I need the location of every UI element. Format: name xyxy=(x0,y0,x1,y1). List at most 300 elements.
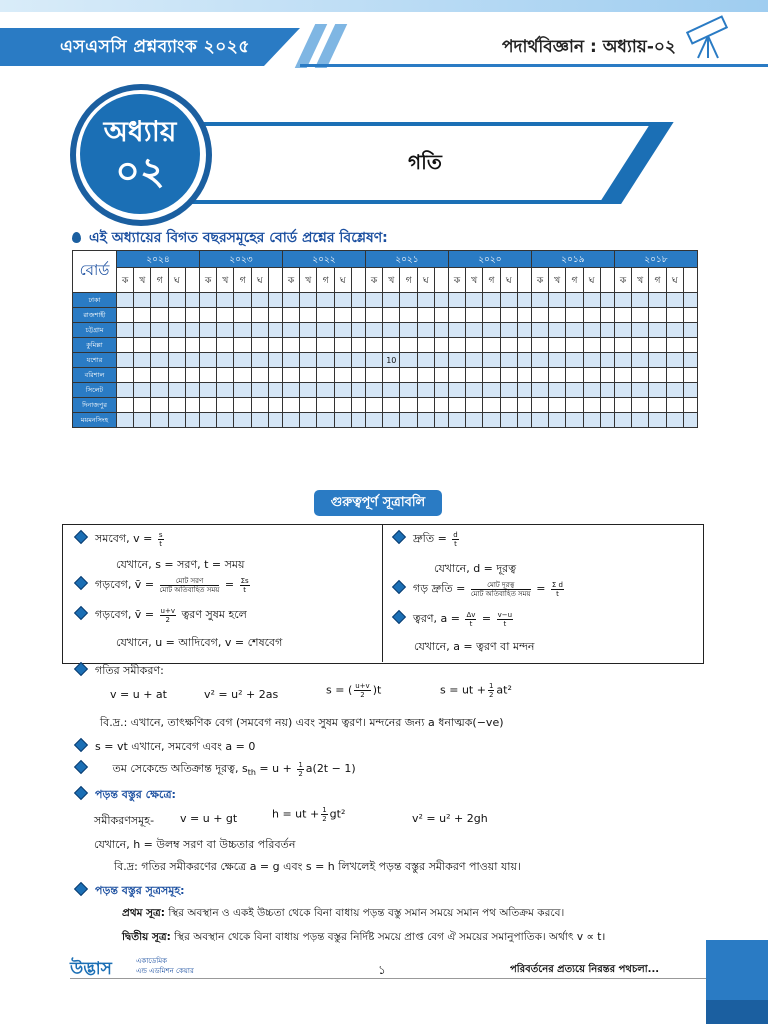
data-cell xyxy=(600,353,614,368)
data-cell xyxy=(448,368,465,383)
data-cell xyxy=(383,398,400,413)
data-cell xyxy=(351,308,365,323)
data-cell xyxy=(632,368,649,383)
data-cell xyxy=(334,413,351,428)
data-cell xyxy=(517,338,531,353)
data-cell xyxy=(517,293,531,308)
diamond-bullet-icon xyxy=(74,576,88,590)
data-cell xyxy=(483,383,500,398)
data-cell xyxy=(549,353,566,368)
data-cell xyxy=(185,338,199,353)
data-cell xyxy=(614,383,631,398)
data-cell xyxy=(234,293,251,308)
data-cell xyxy=(365,338,382,353)
formula-avg-velocity: গড়বেগ, v̄ = $\frac{\text{মোট সরণ}}{\text{মোট অতিবাহিত সময়}}$ = $\frac{\Sigma s}{t}$ xyxy=(76,576,252,595)
data-cell xyxy=(500,383,517,398)
eq-s-ut: s = ut + $\frac{1}{2}$ at² xyxy=(440,682,512,699)
formula-speed: দ্রুতি = $\frac{d}{t}$ xyxy=(394,530,461,549)
data-cell xyxy=(466,353,483,368)
data-cell xyxy=(234,308,251,323)
data-cell xyxy=(217,383,234,398)
spacer-cell xyxy=(434,268,448,293)
data-cell xyxy=(383,383,400,398)
data-cell xyxy=(351,338,365,353)
data-cell xyxy=(251,338,268,353)
data-cell xyxy=(600,398,614,413)
data-cell xyxy=(417,323,434,338)
data-cell xyxy=(466,293,483,308)
footer-tagline: পরিবর্তনের প্রত্যয়ে নিরন্তর পথচলা... xyxy=(510,964,660,975)
data-cell xyxy=(500,413,517,428)
board-corner-label: বোর্ড xyxy=(73,251,117,293)
data-cell xyxy=(400,323,417,338)
board-name: বরিশাল xyxy=(73,368,117,383)
data-cell xyxy=(251,398,268,413)
data-cell xyxy=(483,398,500,413)
data-cell xyxy=(151,368,168,383)
diamond-bullet-icon xyxy=(74,882,88,896)
acceleration-where: যেখানে, a = ত্বরণ বা মন্দন xyxy=(414,640,535,653)
data-cell xyxy=(185,293,199,308)
diamond-bullet-icon xyxy=(74,662,88,676)
data-cell xyxy=(117,383,134,398)
data-cell xyxy=(300,353,317,368)
footer-logo: উদ্ভাস xyxy=(70,959,112,979)
data-cell xyxy=(583,323,600,338)
data-cell xyxy=(199,323,216,338)
data-cell xyxy=(434,398,448,413)
data-cell xyxy=(282,323,299,338)
data-cell xyxy=(632,383,649,398)
year-header: ২০১৮ xyxy=(614,251,697,268)
table-row xyxy=(73,368,698,383)
data-cell xyxy=(549,398,566,413)
data-cell xyxy=(268,383,282,398)
falling-eq-label: সমীকরণসমূহ- xyxy=(94,814,155,827)
data-cell xyxy=(666,323,683,338)
sub-column-header: ঘ xyxy=(583,268,600,293)
data-cell xyxy=(434,293,448,308)
data-cell xyxy=(666,293,683,308)
data-cell xyxy=(300,308,317,323)
data-cell xyxy=(614,323,631,338)
data-cell xyxy=(531,383,548,398)
sub-column-header: খ xyxy=(549,268,566,293)
nth-second-distance: তম সেকেন্ডে অতিক্রান্ত দূরত্ব, $s_{th} = u$ + $\frac{1}{2}$ a(2t − 1) xyxy=(76,760,356,779)
data-cell xyxy=(400,293,417,308)
data-cell xyxy=(517,413,531,428)
data-cell xyxy=(500,293,517,308)
data-cell xyxy=(234,413,251,428)
data-cell xyxy=(185,308,199,323)
data-cell xyxy=(217,368,234,383)
year-header: ২০২২ xyxy=(282,251,365,268)
data-cell xyxy=(268,293,282,308)
data-cell xyxy=(168,338,185,353)
falling-heading: পড়ন্ত বস্তুর ক্ষেত্রে: xyxy=(76,786,176,805)
sub-column-header: খ xyxy=(466,268,483,293)
footer-corner-block-dark xyxy=(706,1000,768,1024)
equations-heading: গতির সমীকরণ: xyxy=(76,662,164,681)
data-cell xyxy=(583,353,600,368)
data-cell xyxy=(683,338,697,353)
data-cell xyxy=(282,338,299,353)
data-cell xyxy=(365,383,382,398)
data-cell xyxy=(517,398,531,413)
sub-column-header: ক xyxy=(614,268,631,293)
data-cell xyxy=(531,338,548,353)
spacer-cell xyxy=(185,268,199,293)
data-cell xyxy=(448,308,465,323)
data-cell xyxy=(448,353,465,368)
data-cell xyxy=(365,353,382,368)
data-cell xyxy=(217,293,234,308)
data-cell xyxy=(134,368,151,383)
data-cell xyxy=(500,353,517,368)
data-cell xyxy=(282,353,299,368)
data-cell xyxy=(168,383,185,398)
data-cell xyxy=(199,308,216,323)
data-cell xyxy=(365,368,382,383)
data-cell xyxy=(217,308,234,323)
diamond-bullet-icon xyxy=(74,760,88,774)
data-cell xyxy=(649,293,666,308)
chapter-number: ০২ xyxy=(115,149,165,193)
formula-acceleration: ত্বরণ, a = $\frac{\Delta v}{t}$ = $\frac{v-u}{t}$ xyxy=(394,610,515,629)
data-cell xyxy=(566,323,583,338)
data-cell xyxy=(168,353,185,368)
table-row xyxy=(73,308,698,323)
data-cell xyxy=(199,383,216,398)
equations-note: বি.দ্র.: এখানে, তাৎক্ষণিক বেগ (সমবেগ নয়) এবং সুষম ত্বরণ। মন্দনের জন্য a ধনাত্মক(−ve) xyxy=(100,716,504,729)
data-cell xyxy=(683,383,697,398)
data-cell xyxy=(282,308,299,323)
data-cell xyxy=(600,338,614,353)
data-cell xyxy=(417,338,434,353)
velocity-where: যেখানে, s = সরণ, t = সময় xyxy=(116,558,245,571)
data-cell xyxy=(234,323,251,338)
data-cell xyxy=(649,338,666,353)
data-cell xyxy=(334,338,351,353)
sub-column-header: গ xyxy=(151,268,168,293)
data-cell xyxy=(583,368,600,383)
data-cell xyxy=(566,293,583,308)
board-name: যশোর xyxy=(73,353,117,368)
data-cell xyxy=(483,353,500,368)
year-header: ২০২১ xyxy=(365,251,448,268)
data-cell xyxy=(383,308,400,323)
sub-column-header: খ xyxy=(217,268,234,293)
diamond-bullet-icon xyxy=(74,738,88,752)
data-cell xyxy=(383,323,400,338)
laws-heading: পড়ন্ত বস্তুর সূত্রসমূহ: xyxy=(76,882,185,901)
chapter-title: গতি xyxy=(408,150,442,174)
data-cell xyxy=(434,383,448,398)
diamond-bullet-icon xyxy=(74,530,88,544)
data-cell xyxy=(566,383,583,398)
falling-eq2: h = ut + $\frac{1}{2}$ gt² xyxy=(272,806,346,823)
data-cell xyxy=(168,308,185,323)
data-cell xyxy=(268,368,282,383)
data-cell xyxy=(614,368,631,383)
data-cell xyxy=(632,338,649,353)
data-cell xyxy=(614,338,631,353)
data-cell xyxy=(365,293,382,308)
data-cell xyxy=(199,293,216,308)
data-cell xyxy=(434,368,448,383)
data-cell xyxy=(583,413,600,428)
data-cell xyxy=(117,368,134,383)
data-cell xyxy=(517,383,531,398)
data-cell xyxy=(614,398,631,413)
eq-v2: v² = u² + 2as xyxy=(204,688,279,701)
data-cell xyxy=(566,368,583,383)
data-cell xyxy=(683,353,697,368)
data-cell xyxy=(417,383,434,398)
data-cell xyxy=(549,383,566,398)
data-cell xyxy=(217,413,234,428)
data-cell xyxy=(400,368,417,383)
data-cell xyxy=(268,413,282,428)
data-cell xyxy=(300,398,317,413)
data-cell xyxy=(483,413,500,428)
data-cell xyxy=(300,323,317,338)
data-cell xyxy=(448,293,465,308)
data-cell xyxy=(134,308,151,323)
data-cell xyxy=(185,383,199,398)
board-analysis-table xyxy=(72,250,698,428)
data-cell xyxy=(334,308,351,323)
data-cell xyxy=(434,413,448,428)
sub-column-header: গ xyxy=(400,268,417,293)
sub-column-header: গ xyxy=(483,268,500,293)
data-cell xyxy=(417,368,434,383)
data-cell xyxy=(383,413,400,428)
data-cell xyxy=(466,383,483,398)
page-number: ১ xyxy=(378,963,386,977)
data-cell xyxy=(168,413,185,428)
data-cell xyxy=(234,338,251,353)
data-cell xyxy=(417,413,434,428)
data-cell xyxy=(466,398,483,413)
data-cell xyxy=(168,368,185,383)
data-cell xyxy=(500,323,517,338)
data-cell xyxy=(666,338,683,353)
data-cell xyxy=(268,398,282,413)
data-cell xyxy=(531,353,548,368)
data-cell xyxy=(317,398,334,413)
data-cell xyxy=(217,353,234,368)
data-cell xyxy=(600,323,614,338)
chapter-word: অধ্যায় xyxy=(103,115,177,148)
falling-eq1: v = u + gt xyxy=(180,812,238,825)
data-cell xyxy=(466,338,483,353)
data-cell xyxy=(500,368,517,383)
data-cell xyxy=(600,413,614,428)
data-cell xyxy=(517,353,531,368)
data-cell xyxy=(134,353,151,368)
data-cell xyxy=(434,353,448,368)
data-cell xyxy=(334,353,351,368)
data-cell xyxy=(134,293,151,308)
spacer-cell xyxy=(517,268,531,293)
eq-v-u-at: v = u + at xyxy=(110,688,167,701)
diamond-bullet-icon xyxy=(392,530,406,544)
data-cell xyxy=(517,368,531,383)
data-cell xyxy=(566,413,583,428)
data-cell xyxy=(300,383,317,398)
book-title: এসএসসি প্রশ্নব্যাংক ২০২৫ xyxy=(60,37,250,57)
data-cell xyxy=(134,323,151,338)
chapter-badge xyxy=(80,94,200,214)
mark-cell: 10 xyxy=(383,353,400,368)
data-cell xyxy=(351,368,365,383)
footer-logo-subtitle: একাডেমিক এন্ড এডমিশন কেয়ার xyxy=(136,957,194,975)
data-cell xyxy=(614,293,631,308)
data-cell xyxy=(317,308,334,323)
data-cell xyxy=(351,398,365,413)
data-cell xyxy=(400,398,417,413)
data-cell xyxy=(632,413,649,428)
data-cell xyxy=(500,338,517,353)
data-cell xyxy=(251,353,268,368)
falling-note: বি.দ্র: গতির সমীকরণের ক্ষেত্রে a = g এবং s = h লিখলেই পড়ন্ত বস্তুর সমীকরণ পাওয়া যায়। xyxy=(114,860,521,873)
data-cell xyxy=(531,368,548,383)
data-cell xyxy=(199,368,216,383)
sub-column-header: ক xyxy=(199,268,216,293)
spacer-cell xyxy=(600,268,614,293)
data-cell xyxy=(334,398,351,413)
sub-column-header: ঘ xyxy=(666,268,683,293)
data-cell xyxy=(466,308,483,323)
sub-column-header: গ xyxy=(317,268,334,293)
spacer-cell xyxy=(268,268,282,293)
table-row xyxy=(73,383,698,398)
data-cell xyxy=(383,338,400,353)
data-cell xyxy=(466,413,483,428)
eq-s-avg: s = ( $\frac{u+v}{2}$ )t xyxy=(326,682,382,699)
data-cell xyxy=(282,398,299,413)
sub-column-header: ঘ xyxy=(334,268,351,293)
data-cell xyxy=(151,383,168,398)
data-cell xyxy=(268,338,282,353)
data-cell xyxy=(666,398,683,413)
data-cell xyxy=(365,323,382,338)
data-cell xyxy=(334,293,351,308)
data-cell xyxy=(317,338,334,353)
data-cell xyxy=(448,383,465,398)
data-cell xyxy=(383,368,400,383)
data-cell xyxy=(549,308,566,323)
telescope-icon xyxy=(680,14,736,62)
data-cell xyxy=(614,353,631,368)
board-name: রাজশাহী xyxy=(73,308,117,323)
data-cell xyxy=(614,413,631,428)
data-cell xyxy=(151,413,168,428)
sub-column-header: গ xyxy=(649,268,666,293)
data-cell xyxy=(666,308,683,323)
board-name: কুমিল্লা xyxy=(73,338,117,353)
data-cell xyxy=(600,383,614,398)
data-cell xyxy=(649,368,666,383)
data-cell xyxy=(500,398,517,413)
data-cell xyxy=(632,398,649,413)
data-cell xyxy=(117,323,134,338)
data-cell xyxy=(251,323,268,338)
diamond-bullet-icon xyxy=(74,786,88,800)
sub-column-header: ক xyxy=(117,268,134,293)
analysis-heading-text: এই অধ্যায়ের বিগত বছরসমূহের বোর্ড প্রশ্নের বিশ্লেষণ: xyxy=(89,230,388,246)
year-header: ২০২৩ xyxy=(199,251,282,268)
data-cell xyxy=(531,323,548,338)
data-cell xyxy=(666,368,683,383)
formula-velocity: সমবেগ, v = $\frac{s}{t}$ xyxy=(76,530,166,549)
data-cell xyxy=(583,293,600,308)
sub-column-header: গ xyxy=(234,268,251,293)
data-cell xyxy=(268,323,282,338)
data-cell xyxy=(683,308,697,323)
data-cell xyxy=(583,338,600,353)
data-cell xyxy=(168,398,185,413)
data-cell xyxy=(134,383,151,398)
fraction: $\frac{s}{t}$ xyxy=(158,530,163,548)
data-cell xyxy=(151,323,168,338)
data-cell xyxy=(334,383,351,398)
data-cell xyxy=(683,413,697,428)
data-cell xyxy=(566,353,583,368)
data-cell xyxy=(185,413,199,428)
data-cell xyxy=(251,383,268,398)
data-cell xyxy=(434,308,448,323)
data-cell xyxy=(251,293,268,308)
data-cell xyxy=(185,398,199,413)
data-cell xyxy=(649,323,666,338)
formula-heading: গুরুত্বপূর্ণ সূত্রাবলি xyxy=(314,490,442,516)
data-cell xyxy=(434,323,448,338)
data-cell xyxy=(583,398,600,413)
table-row xyxy=(73,413,698,428)
data-cell xyxy=(666,353,683,368)
diamond-bullet-icon xyxy=(392,580,406,594)
sub-column-header: ঘ xyxy=(168,268,185,293)
data-cell xyxy=(282,413,299,428)
data-cell xyxy=(614,308,631,323)
data-cell xyxy=(483,368,500,383)
falling-eq3: v² = u² + 2gh xyxy=(412,812,488,825)
year-header: ২০২০ xyxy=(448,251,531,268)
data-cell xyxy=(185,323,199,338)
data-cell xyxy=(151,338,168,353)
data-cell xyxy=(317,413,334,428)
data-cell xyxy=(199,413,216,428)
data-cell xyxy=(168,323,185,338)
year-header: ২০১৯ xyxy=(531,251,614,268)
data-cell xyxy=(300,338,317,353)
data-cell xyxy=(199,353,216,368)
data-cell xyxy=(531,293,548,308)
data-cell xyxy=(134,413,151,428)
data-cell xyxy=(500,308,517,323)
data-cell xyxy=(300,368,317,383)
data-cell xyxy=(448,398,465,413)
data-cell xyxy=(434,338,448,353)
data-cell xyxy=(666,383,683,398)
data-cell xyxy=(268,308,282,323)
data-cell xyxy=(400,353,417,368)
table-row xyxy=(73,398,698,413)
data-cell xyxy=(632,353,649,368)
table-row xyxy=(73,353,698,368)
